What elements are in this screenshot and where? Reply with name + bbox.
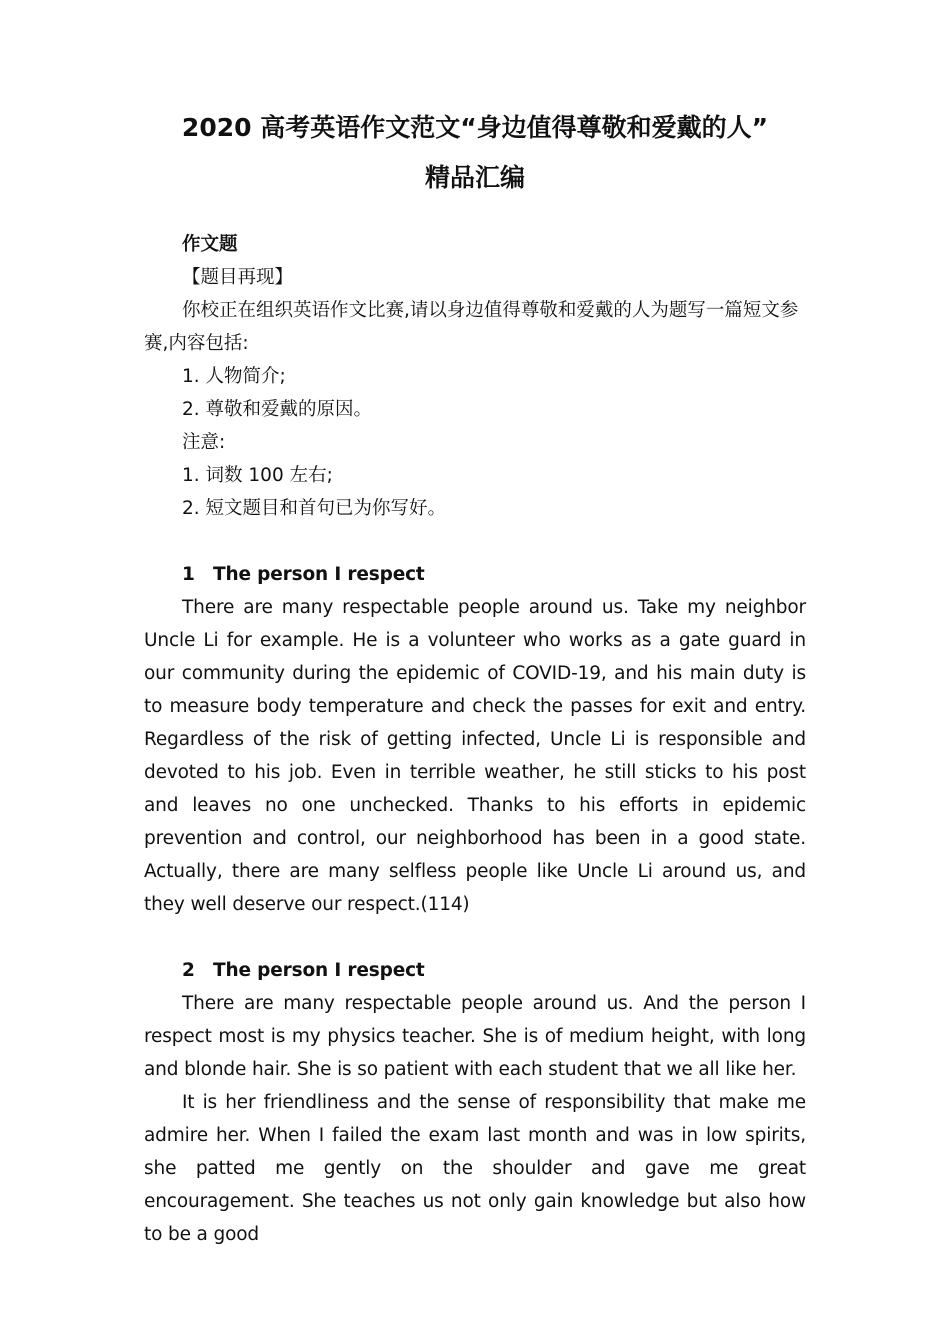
- document-title-line-1: 2020 高考英语作文范文“身边值得尊敬和爱戴的人”: [181, 113, 769, 142]
- task-subheading: 【题目再现】: [182, 267, 294, 288]
- essay-1-paragraph-1: There are many respectable people around us. Take my neighbor Uncle Li for example. He is a volunteer who works as a gate guard in our community during the epidemic of COVID-19, and his main duty is to measure body temperature and check the passes for exit and entry. Regardless of the risk of getting infected, Uncle Li is responsible and devoted to his job. Even in terrible weather, he still sticks to his post and leaves no one unchecked. Thanks to his efforts in epidemic prevention and control, our neighborhood has been in a good state. Actually, there are many selfless people like Uncle Li around us, and they well deserve our respect.(114): [144, 597, 806, 915]
- essay-2-heading: [144, 954, 806, 987]
- essay-2-paragraph-1: There are many respectable people around us. And the person I respect most is my physics teacher. She is of medium height, with long and blonde hair. She is so patient with each student that we all like her.: [144, 993, 806, 1080]
- essay-2-number: 2: [182, 960, 195, 981]
- task-heading: 作文题: [182, 234, 238, 255]
- essay-2-paragraph-2: It is her friendliness and the sense of responsibility that make me admire her. When I failed the exam last month and was in low spirits, she patted me gently on the shoulder and gave me great encouragement. She teaches us not only gain knowledge but also how to be a good: [144, 1092, 806, 1245]
- note-item: 2. 短文题目和首句已为你写好。: [182, 498, 447, 519]
- document-title-line-2: 精品汇编: [424, 163, 525, 192]
- note-item: 1. 词数 100 左右;: [182, 465, 333, 486]
- spacer: [144, 921, 806, 954]
- document-body: [144, 228, 806, 1251]
- content-item: 2. 尊敬和爱戴的原因。: [182, 399, 373, 420]
- spacer: [144, 525, 806, 558]
- task-prompt: 你校正在组织英语作文比赛,请以身边值得尊敬和爱戴的人为题写一篇短文参赛,内容包括:: [144, 300, 799, 354]
- essay-1-title: The person I respect: [213, 564, 425, 585]
- note-label: 注意:: [182, 432, 226, 453]
- essay-1-number: 1: [182, 564, 195, 585]
- essay-1-heading: [144, 558, 806, 591]
- content-item: 1. 人物简介;: [182, 366, 286, 387]
- essay-2-title: The person I respect: [213, 960, 425, 981]
